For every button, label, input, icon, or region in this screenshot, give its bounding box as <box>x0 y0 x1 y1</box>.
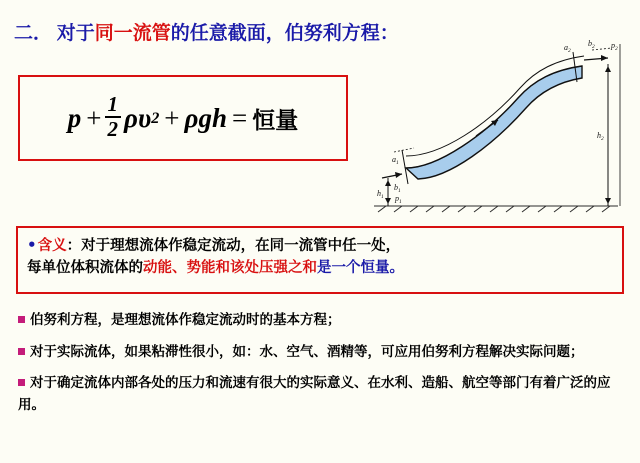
formula-rho-2: ρ <box>184 102 199 133</box>
ground-line <box>374 206 618 212</box>
meaning-label: 含义 <box>37 238 67 254</box>
list-item <box>18 342 624 364</box>
height-dimension-h1 <box>385 178 391 206</box>
list-item-lead: 伯努利方程 <box>30 312 98 328</box>
heading-highlight: 同一流管 <box>94 23 171 44</box>
section-a1b1 <box>402 150 408 184</box>
square-bullet-icon <box>18 316 25 323</box>
formula-one-half <box>105 94 122 140</box>
list-item-text: ，是理想流体作稳定流动时的基本方程； <box>97 312 341 328</box>
formula-box <box>18 75 348 161</box>
label-b2: $b_2$ <box>588 39 595 50</box>
formula-exponent: 2 <box>151 108 160 127</box>
section-a1b1-dash <box>394 148 414 152</box>
meaning-text-1: 对于理想流体作稳定流动，在同一流管中任一处， <box>81 238 401 254</box>
formula-plus-2: + <box>164 102 180 133</box>
pressure-arrow-p2 <box>584 55 608 61</box>
page-title <box>14 18 399 45</box>
label-p1: $p_1$ <box>395 194 402 205</box>
list-item-text: 对于确定流体内部各处的压力和流速有很大的实际意义、在水利、造船、航空等部门有着广泛的应用。 <box>18 375 611 413</box>
meaning-line-2 <box>27 257 613 279</box>
meaning-colon: ： <box>66 238 82 254</box>
formula-rho: ρ <box>124 102 138 133</box>
list-item <box>18 373 624 416</box>
bullet-icon: • <box>27 236 37 254</box>
label-h2: $h_2$ <box>597 131 604 142</box>
square-bullet-icon <box>18 348 25 355</box>
formula-denominator: 2 <box>107 117 119 141</box>
list-item <box>18 310 624 332</box>
heading-part1: 对于 <box>56 23 95 44</box>
height-dimension-h2 <box>605 64 611 206</box>
formula-p: p <box>67 102 82 133</box>
meaning-line-1 <box>27 234 613 257</box>
heading-number: 二． <box>14 23 53 44</box>
formula-constant: 恒量 <box>252 107 299 134</box>
meaning-text-2a: 每单位体积流体的 <box>27 260 143 277</box>
label-h1: $h_1$ <box>377 189 384 200</box>
formula-equals: = <box>231 102 248 133</box>
label-p2: $p_2$ <box>611 41 618 52</box>
meaning-text-2b: 是一个恒量。 <box>317 260 404 277</box>
bernoulli-equation <box>20 77 346 159</box>
section-a2b2-dash <box>592 48 612 50</box>
formula-upsilon: υ <box>137 102 152 133</box>
formula-numerator: 1 <box>107 92 119 116</box>
label-a2: $a_2$ <box>564 43 571 54</box>
meaning-box <box>16 226 624 294</box>
label-a1: $a_1$ <box>392 155 399 166</box>
heading-part2: 的任意截面，伯努利方程： <box>170 23 399 44</box>
label-b1: $b_1$ <box>394 183 401 194</box>
meaning-text-highlight: 动能、势能和该处压强之和 <box>143 260 317 277</box>
notes-list <box>18 310 624 426</box>
flow-tube-diagram <box>368 38 626 213</box>
formula-g: g <box>198 102 212 133</box>
tube-outline-upper <box>406 56 584 156</box>
formula-plus-1: + <box>86 102 102 133</box>
formula-h: h <box>211 102 227 133</box>
square-bullet-icon <box>18 379 25 386</box>
pressure-arrow-p1 <box>382 172 402 178</box>
list-item-text: 对于实际流体，如果粘滞性很小，如：水、空气、酒精等，可应用伯努利方程解决实际问题； <box>30 343 584 360</box>
